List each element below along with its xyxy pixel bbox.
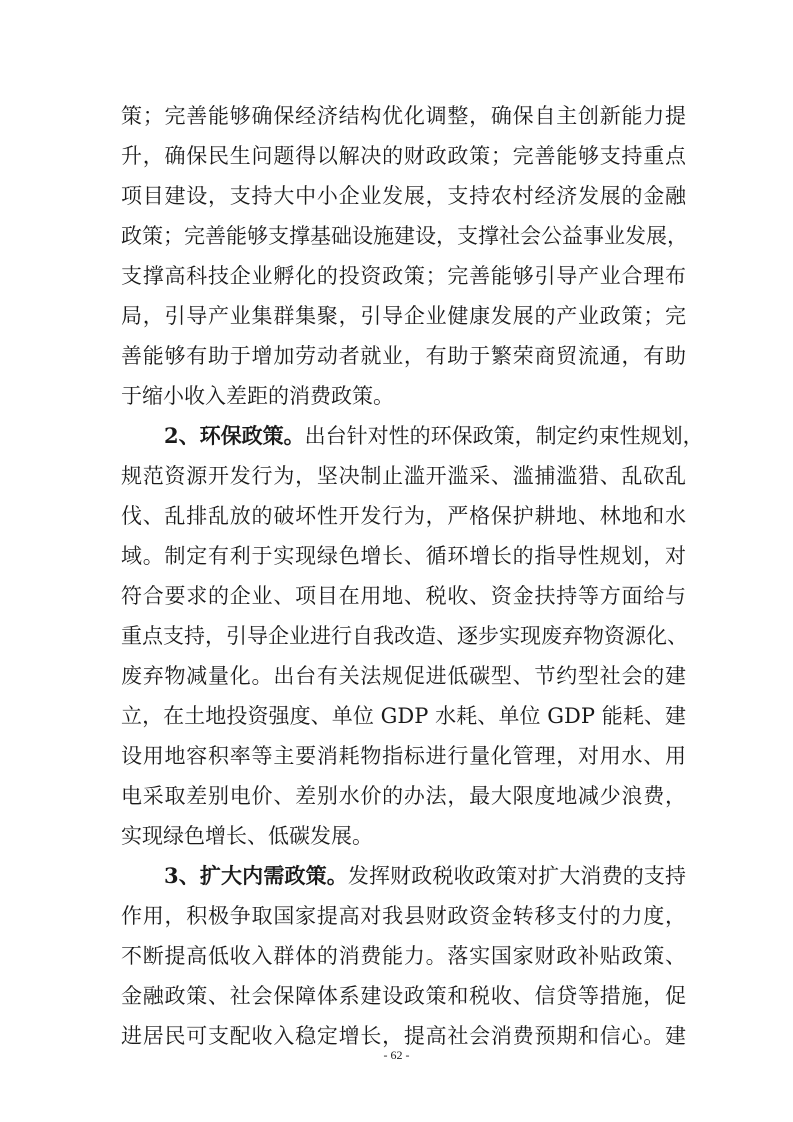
text-line: 善能够有助于增加劳动者就业，有助于繁荣商贸流通，有助 xyxy=(121,344,686,368)
text-line: 废弃物减量化。出台有关法规促进低碳型、节约型社会的建 xyxy=(121,664,686,688)
text-line: 项目建设，支持大中小企业发展，支持农村经济发展的金融 xyxy=(121,184,686,208)
text-line: 金融政策、社会保障体系建设政策和税收、信贷等措施，促 xyxy=(121,984,686,1008)
section-2-first-line xyxy=(164,416,704,456)
text-line: 政策；完善能够支撑基础设施建设，支撑社会公益事业发展， xyxy=(121,224,688,248)
text-line: 于缩小收入差距的消费政策。 xyxy=(121,384,394,408)
text-line: 域。制定有利于实现绿色增长、循环增长的指导性规划，对 xyxy=(121,544,686,568)
text-line: 符合要求的企业、项目在用地、税收、资金扶持等方面给与 xyxy=(121,584,686,608)
section-2-first-line-text: 出台针对性的环保政策，制定约束性规划， xyxy=(304,424,704,448)
text-line: 重点支持，引导企业进行自我改造、逐步实现废弃物资源化、 xyxy=(121,624,688,648)
page-number: - 62 - xyxy=(383,1048,410,1062)
section-2-heading: 2、环保政策。 xyxy=(164,423,305,448)
text-line: 设用地容积率等主要消耗物指标进行量化管理，对用水、用 xyxy=(121,744,686,768)
text-line: 电采取差别电价、差别水价的办法，最大限度地减少浪费， xyxy=(121,784,686,808)
section-3-heading: 3、扩大内需政策。 xyxy=(164,863,348,888)
text-line: 进居民可支配收入稳定增长，提高社会消费预期和信心。建 xyxy=(121,1024,686,1048)
text-line: 策；完善能够确保经济结构优化调整，确保自主创新能力提 xyxy=(121,104,686,128)
text-line: 不断提高低收入群体的消费能力。落实国家财政补贴政策、 xyxy=(121,944,686,968)
text-line: 支撑高科技企业孵化的投资政策；完善能够引导产业合理布 xyxy=(121,264,686,288)
text-line: 局，引导产业集群集聚，引导企业健康发展的产业政策；完 xyxy=(121,304,686,328)
section-3-first-line-text: 发挥财政税收政策对扩大消费的支持 xyxy=(347,864,686,888)
text-line: 规范资源开发行为，坚决制止滥开滥采、滥捕滥猎、乱砍乱 xyxy=(121,464,686,488)
text-line: 实现绿色增长、低碳发展。 xyxy=(121,824,373,848)
text-line: 作用，积极争取国家提高对我县财政资金转移支付的力度， xyxy=(121,904,686,928)
text-line: 伐、乱排乱放的破坏性开发行为，严格保护耕地、林地和水 xyxy=(121,504,686,528)
text-line: 升，确保民生问题得以解决的财政政策；完善能够支持重点 xyxy=(121,144,686,168)
section-3-first-line xyxy=(164,856,686,896)
text-line: 立，在土地投资强度、单位 GDP 水耗、单位 GDP 能耗、建 xyxy=(121,704,686,728)
